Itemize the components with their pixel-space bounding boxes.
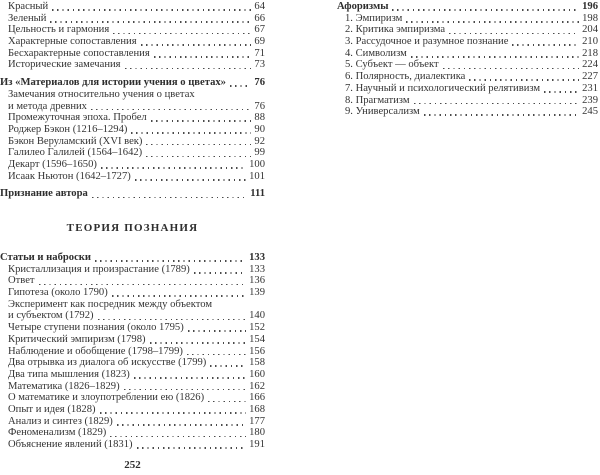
toc-right-list bbox=[337, 1, 598, 118]
toc-entry bbox=[0, 334, 265, 346]
toc-entry-page: 76 bbox=[254, 100, 265, 112]
toc-entry-page: 168 bbox=[249, 403, 265, 415]
toc-entry-label: Эксперимент как посредник между объектом bbox=[8, 298, 213, 310]
toc-entry-page: 92 bbox=[254, 135, 265, 147]
toc-entry-page: 133 bbox=[249, 252, 265, 263]
toc-entry-page: 133 bbox=[249, 263, 265, 275]
toc-entry-label: и субъектом (1792) bbox=[8, 310, 94, 322]
toc-entry-label: О математике и злоупотреблении ею (1826) bbox=[8, 392, 205, 404]
toc-entry bbox=[0, 112, 265, 124]
dot-leader bbox=[414, 103, 580, 105]
dot-leader bbox=[95, 260, 246, 262]
dot-leader bbox=[98, 319, 247, 321]
dot-leader bbox=[187, 354, 246, 356]
toc-entry bbox=[0, 36, 265, 48]
toc-entry-page: 180 bbox=[249, 427, 265, 439]
toc-entry-label: Бесхарактерные сопоставления bbox=[8, 47, 150, 59]
toc-entry-page: 239 bbox=[582, 94, 598, 106]
toc-entry-page: 166 bbox=[249, 392, 265, 404]
section-heading: ТЕОРИЯ ПОЗНАНИЯ bbox=[66, 222, 199, 234]
folio-page-number: 252 bbox=[124, 458, 141, 471]
toc-entry bbox=[0, 136, 265, 148]
toc-entry bbox=[0, 404, 265, 416]
toc-entry-label: Афоризмы bbox=[337, 1, 389, 12]
toc-entry-label: 6. Полярность, диалектика bbox=[345, 71, 466, 83]
toc-entry bbox=[0, 147, 265, 159]
toc-entry-label: 2. Критика эмпиризма bbox=[345, 24, 446, 36]
toc-entry-label: Математика (1826–1829) bbox=[8, 380, 120, 392]
toc-entry-label: Кристаллизация и произрастание (1789) bbox=[8, 263, 190, 275]
toc-entry bbox=[337, 59, 598, 71]
toc-entry-label: Характерные сопоставления bbox=[8, 36, 137, 48]
toc-entry bbox=[0, 24, 265, 36]
toc-entry bbox=[337, 106, 598, 118]
toc-entry-page: 224 bbox=[582, 59, 598, 71]
toc-entry-label: Признание автора bbox=[0, 188, 88, 200]
toc-entry bbox=[0, 77, 265, 89]
toc-entry-label: Бэкон Веруламский (XVI век) bbox=[8, 135, 143, 147]
toc-entry-page: 88 bbox=[254, 112, 265, 124]
toc-entry bbox=[0, 287, 265, 299]
toc-entry bbox=[337, 1, 598, 13]
toc-entry-label: 8. Прагматизм bbox=[345, 94, 410, 106]
dot-leader bbox=[141, 44, 252, 46]
toc-entry-label: Галилео Галилей (1564–1642) bbox=[8, 147, 143, 159]
toc-entry-label: Анализ и синтез (1829) bbox=[8, 415, 113, 427]
toc-entry-label: Статьи и наброски bbox=[0, 252, 91, 263]
dot-leader bbox=[39, 284, 247, 286]
toc-entry-page: 71 bbox=[254, 47, 265, 59]
toc-entry-page: 227 bbox=[582, 71, 598, 83]
dot-leader bbox=[91, 109, 251, 111]
toc-entry-page: 198 bbox=[582, 12, 598, 24]
dot-leader bbox=[469, 79, 579, 81]
toc-entry-page: 140 bbox=[249, 310, 265, 322]
toc-entry-label: Объяснение явлений (1831) bbox=[8, 439, 133, 450]
toc-entry-page: 191 bbox=[249, 439, 265, 450]
toc-entry-label: Исаак Ньютон (1642–1727) bbox=[8, 170, 131, 182]
toc-entry-page: 90 bbox=[254, 123, 265, 135]
dot-leader bbox=[131, 132, 251, 134]
dot-leader bbox=[424, 114, 579, 116]
toc-entry-page: 210 bbox=[582, 36, 598, 48]
toc-entry bbox=[0, 322, 265, 334]
toc-entry bbox=[0, 252, 265, 264]
toc-entry-label: 9. Универсализм bbox=[345, 106, 420, 118]
toc-entry-label: Промежуточная эпоха. Пробел bbox=[8, 112, 147, 124]
toc-entry-label: Два типа мышления (1823) bbox=[8, 368, 130, 380]
dot-leader bbox=[230, 85, 251, 87]
toc-entry-page: 136 bbox=[249, 275, 265, 287]
dot-leader bbox=[406, 21, 579, 23]
dot-leader bbox=[137, 447, 247, 449]
toc-entry bbox=[337, 48, 598, 60]
dot-leader bbox=[117, 424, 246, 426]
toc-entry-label: 5. Субъект — объект bbox=[345, 59, 439, 71]
toc-entry-page: 204 bbox=[582, 24, 598, 36]
toc-entry bbox=[0, 264, 265, 276]
dot-leader bbox=[449, 33, 579, 35]
toc-entry-page: 73 bbox=[254, 59, 265, 71]
toc-entry-label: 7. Научный и психологический релятивизм bbox=[345, 82, 541, 94]
toc-entry-label: 3. Рассудочное и разумное познание bbox=[345, 36, 509, 48]
dot-leader bbox=[210, 365, 246, 367]
toc-entry-label: Роджер Бэкон (1216–1294) bbox=[8, 123, 128, 135]
dot-leader bbox=[112, 295, 246, 297]
toc-entry bbox=[337, 13, 598, 25]
toc-entry bbox=[0, 188, 265, 200]
toc-entry bbox=[0, 1, 265, 13]
toc-entry-label: Цельность и гармония bbox=[8, 24, 110, 36]
dot-leader bbox=[110, 436, 246, 438]
toc-entry bbox=[337, 83, 598, 95]
dot-leader bbox=[124, 389, 247, 391]
toc-entry bbox=[0, 171, 265, 183]
toc-entry-page: 67 bbox=[254, 24, 265, 36]
toc-entry-label: 1. Эмпиризм bbox=[345, 12, 403, 24]
toc-entry bbox=[0, 89, 265, 101]
toc-right-page bbox=[337, 1, 598, 118]
toc-entry-page: 69 bbox=[254, 36, 265, 48]
toc-entry bbox=[0, 159, 265, 171]
toc-entry bbox=[0, 59, 265, 71]
dot-leader bbox=[512, 44, 579, 46]
toc-entry-label: Гипотеза (около 1790) bbox=[8, 287, 108, 299]
dot-leader bbox=[188, 330, 246, 332]
toc-entry bbox=[0, 275, 265, 287]
toc-entry bbox=[0, 299, 265, 311]
dot-leader bbox=[544, 91, 579, 93]
toc-entry-page: 66 bbox=[254, 12, 265, 24]
toc-entry-page: 177 bbox=[249, 415, 265, 427]
toc-entry-page: 101 bbox=[249, 170, 265, 182]
dot-leader bbox=[146, 156, 251, 158]
toc-entry bbox=[0, 48, 265, 60]
dot-leader bbox=[392, 9, 579, 11]
toc-entry bbox=[337, 24, 598, 36]
toc-entry bbox=[0, 13, 265, 25]
toc-entry-label: 4. Символизм bbox=[345, 47, 407, 59]
dot-leader bbox=[125, 68, 252, 70]
toc-entry-page: 160 bbox=[249, 368, 265, 380]
toc-entry-page: 99 bbox=[254, 147, 265, 159]
toc-entry-label: Опыт и идея (1828) bbox=[8, 403, 96, 415]
toc-entry-page: 64 bbox=[254, 1, 265, 12]
toc-entry-label: Ответ bbox=[8, 275, 35, 287]
toc-entry bbox=[337, 71, 598, 83]
dot-leader bbox=[150, 342, 247, 344]
dot-leader bbox=[52, 9, 251, 11]
toc-entry-label: Замечания относительно учения о цветах bbox=[8, 88, 195, 100]
toc-entry bbox=[0, 427, 265, 439]
dot-leader bbox=[101, 167, 246, 169]
toc-entry-label: Зеленый bbox=[8, 12, 47, 24]
toc-entry-label: Красный bbox=[8, 1, 49, 12]
toc-entry-page: 245 bbox=[582, 106, 598, 118]
toc-entry-page: 162 bbox=[249, 380, 265, 392]
toc-entry bbox=[0, 124, 265, 136]
toc-entry-label: Из «Материалов для истории учения о цветах» bbox=[0, 77, 226, 89]
toc-entry-label: и метода древних bbox=[8, 100, 87, 112]
toc-entry-label: Феноменализм (1829) bbox=[8, 427, 107, 439]
toc-entry bbox=[0, 101, 265, 113]
dot-leader bbox=[146, 144, 251, 146]
toc-entry bbox=[0, 346, 265, 358]
dot-leader bbox=[443, 68, 579, 70]
dot-leader bbox=[100, 412, 247, 414]
toc-entry-page: 154 bbox=[249, 333, 265, 345]
toc-entry-label: Наблюдение и обобщение (1798–1799) bbox=[8, 345, 183, 357]
dot-leader bbox=[411, 56, 579, 58]
toc-entry-page: 111 bbox=[250, 188, 265, 200]
toc-entry-page: 139 bbox=[249, 287, 265, 299]
toc-entry bbox=[0, 357, 265, 369]
dot-leader bbox=[92, 197, 248, 199]
toc-entry-label: Критический эмпиризм (1798) bbox=[8, 333, 146, 345]
toc-entry bbox=[0, 416, 265, 428]
dot-leader bbox=[208, 401, 246, 403]
toc-entry bbox=[337, 95, 598, 107]
toc-entry-page: 158 bbox=[249, 357, 265, 369]
dot-leader bbox=[194, 272, 246, 274]
dot-leader bbox=[151, 120, 252, 122]
toc-entry-page: 100 bbox=[249, 158, 265, 170]
toc-entry-label: Декарт (1596–1650) bbox=[8, 158, 97, 170]
toc-entry-page: 218 bbox=[582, 47, 598, 59]
toc-entry bbox=[0, 310, 265, 322]
toc-entry-page: 152 bbox=[249, 322, 265, 334]
toc-entry-page: 156 bbox=[249, 345, 265, 357]
toc-entry bbox=[0, 369, 265, 381]
toc-entry bbox=[337, 36, 598, 48]
toc-entry bbox=[0, 381, 265, 393]
toc-entry-page: 231 bbox=[582, 82, 598, 94]
toc-entry-label: Четыре ступени познания (около 1795) bbox=[8, 322, 184, 334]
dot-leader bbox=[135, 179, 246, 181]
toc-entry-page: 196 bbox=[582, 1, 598, 12]
toc-entry-label: Два отрывка из диалога об искусстве (1799) bbox=[8, 357, 207, 369]
toc-left-page bbox=[0, 1, 265, 471]
toc-entry-label: Исторические замечания bbox=[8, 59, 121, 71]
dot-leader bbox=[154, 56, 252, 58]
toc-entry bbox=[0, 439, 265, 451]
dot-leader bbox=[50, 21, 251, 23]
dot-leader bbox=[134, 377, 246, 379]
toc-entry-page: 76 bbox=[254, 77, 265, 89]
dot-leader bbox=[113, 33, 251, 35]
toc-entry bbox=[0, 392, 265, 404]
toc-left-list bbox=[0, 1, 265, 451]
